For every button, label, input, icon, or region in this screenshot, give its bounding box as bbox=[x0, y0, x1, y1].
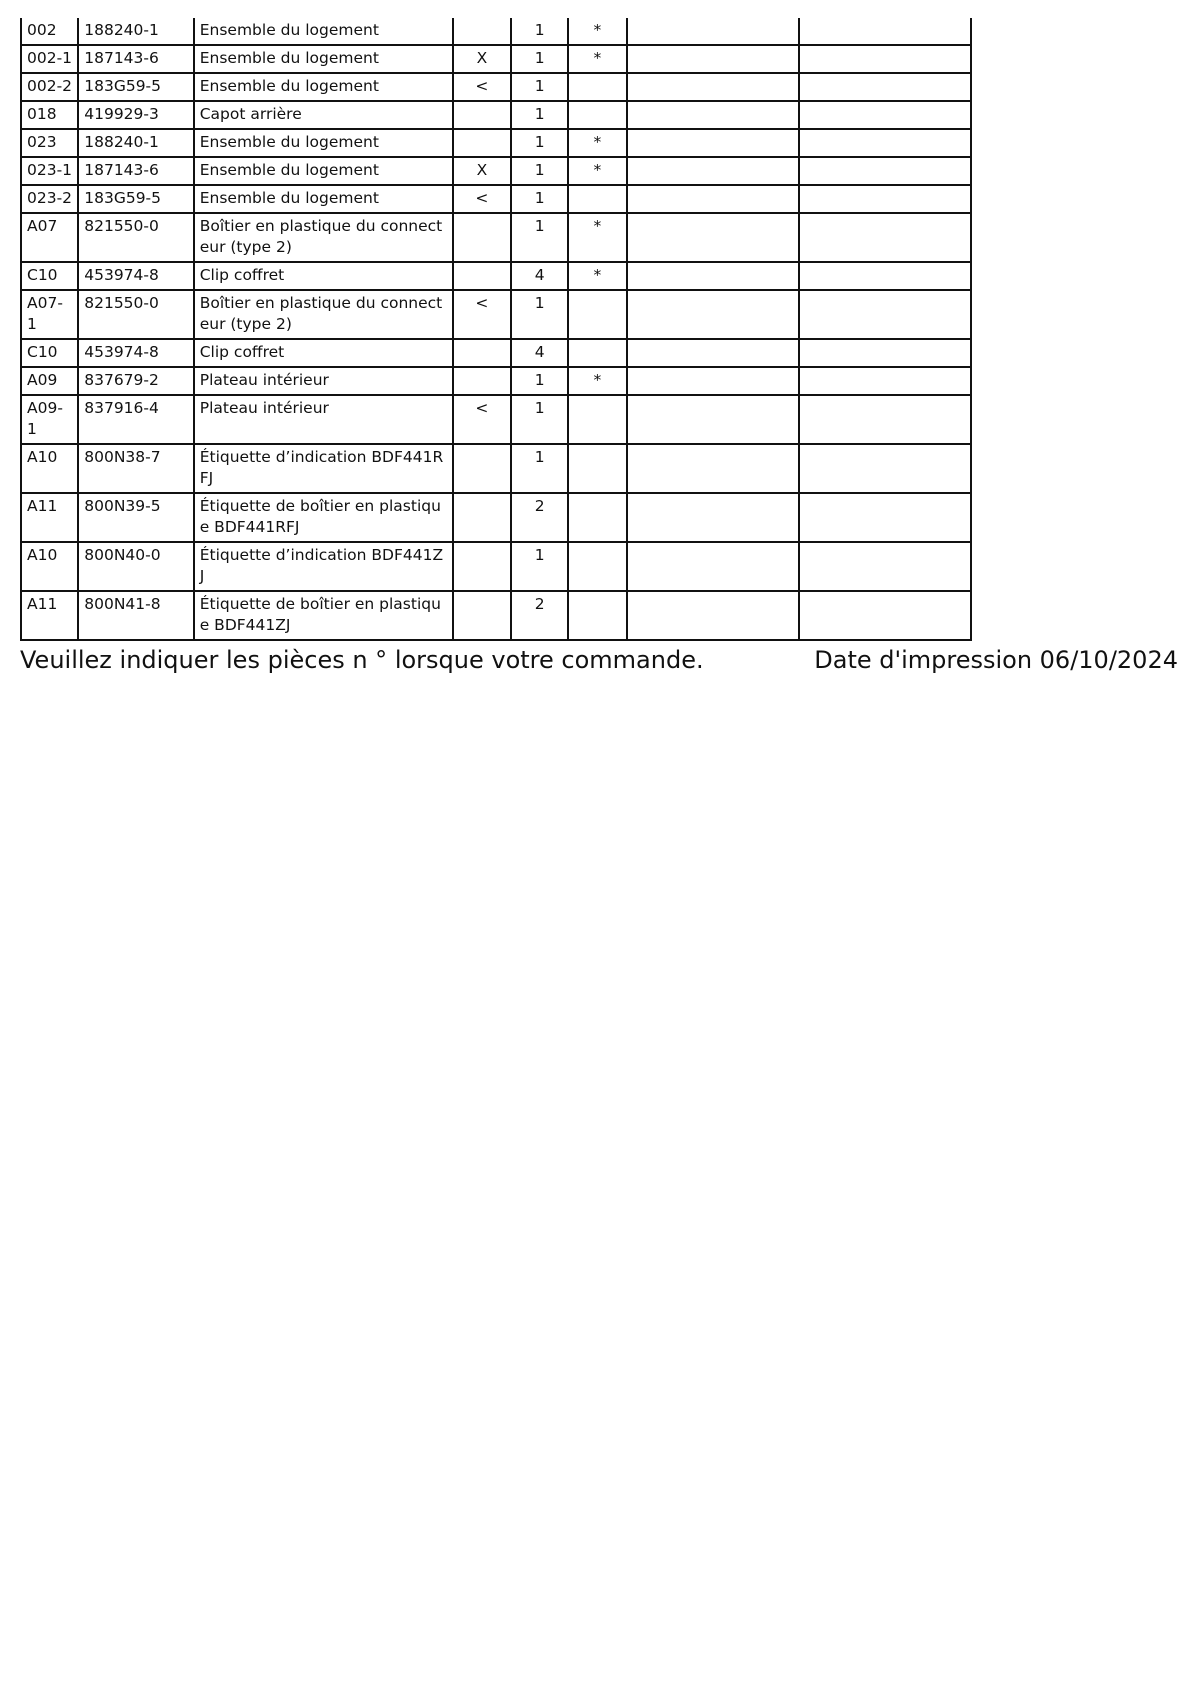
cell-description: Clip coffret bbox=[194, 262, 453, 290]
cell-empty-2 bbox=[799, 101, 971, 129]
cell-mark bbox=[453, 542, 511, 591]
cell-part-number: 453974-8 bbox=[78, 262, 193, 290]
cell-description: Boîtier en plastique du connecteur (type 2) bbox=[194, 213, 453, 262]
cell-item-number: 018 bbox=[21, 101, 78, 129]
cell-part-number: 187143-6 bbox=[78, 157, 193, 185]
cell-empty-1 bbox=[627, 444, 800, 493]
cell-description: Clip coffret bbox=[194, 339, 453, 367]
table-row bbox=[21, 591, 971, 640]
cell-empty-1 bbox=[627, 129, 800, 157]
print-date: Date d'impression 06/10/2024 bbox=[814, 646, 1178, 674]
cell-empty-2 bbox=[799, 290, 971, 339]
table-row bbox=[21, 290, 971, 339]
cell-star-mark bbox=[568, 290, 626, 339]
cell-part-number: 188240-1 bbox=[78, 129, 193, 157]
cell-star-mark: * bbox=[568, 367, 626, 395]
cell-mark: < bbox=[453, 290, 511, 339]
cell-description: Ensemble du logement bbox=[194, 18, 453, 45]
table-row bbox=[21, 73, 971, 101]
cell-item-number: 002 bbox=[21, 18, 78, 45]
cell-description: Ensemble du logement bbox=[194, 73, 453, 101]
cell-empty-1 bbox=[627, 185, 800, 213]
cell-description: Étiquette de boîtier en plastique BDF441ZJ bbox=[194, 591, 453, 640]
cell-empty-2 bbox=[799, 262, 971, 290]
cell-mark bbox=[453, 591, 511, 640]
cell-empty-1 bbox=[627, 101, 800, 129]
cell-empty-2 bbox=[799, 45, 971, 73]
cell-mark bbox=[453, 213, 511, 262]
cell-mark: X bbox=[453, 157, 511, 185]
cell-mark: < bbox=[453, 73, 511, 101]
cell-item-number: A11 bbox=[21, 591, 78, 640]
cell-quantity: 1 bbox=[511, 185, 568, 213]
cell-mark bbox=[453, 444, 511, 493]
cell-star-mark bbox=[568, 591, 626, 640]
cell-star-mark: * bbox=[568, 157, 626, 185]
cell-empty-1 bbox=[627, 367, 800, 395]
table-row bbox=[21, 542, 971, 591]
cell-empty-1 bbox=[627, 73, 800, 101]
cell-quantity: 1 bbox=[511, 290, 568, 339]
cell-part-number: 837679-2 bbox=[78, 367, 193, 395]
cell-empty-1 bbox=[627, 290, 800, 339]
cell-item-number: A09-1 bbox=[21, 395, 78, 444]
cell-part-number: 837916-4 bbox=[78, 395, 193, 444]
cell-quantity: 1 bbox=[511, 45, 568, 73]
cell-quantity: 1 bbox=[511, 157, 568, 185]
cell-item-number: 002-1 bbox=[21, 45, 78, 73]
cell-empty-2 bbox=[799, 542, 971, 591]
cell-star-mark: * bbox=[568, 213, 626, 262]
cell-description: Étiquette de boîtier en plastique BDF441RFJ bbox=[194, 493, 453, 542]
cell-empty-2 bbox=[799, 18, 971, 45]
cell-empty-1 bbox=[627, 45, 800, 73]
cell-description: Plateau intérieur bbox=[194, 367, 453, 395]
cell-quantity: 1 bbox=[511, 73, 568, 101]
cell-description: Ensemble du logement bbox=[194, 157, 453, 185]
cell-empty-2 bbox=[799, 185, 971, 213]
cell-quantity: 1 bbox=[511, 129, 568, 157]
cell-quantity: 1 bbox=[511, 367, 568, 395]
cell-empty-1 bbox=[627, 395, 800, 444]
cell-quantity: 1 bbox=[511, 18, 568, 45]
cell-item-number: A09 bbox=[21, 367, 78, 395]
cell-star-mark: * bbox=[568, 129, 626, 157]
cell-description: Ensemble du logement bbox=[194, 129, 453, 157]
cell-item-number: A10 bbox=[21, 542, 78, 591]
cell-item-number: A07-1 bbox=[21, 290, 78, 339]
cell-empty-1 bbox=[627, 339, 800, 367]
cell-description: Capot arrière bbox=[194, 101, 453, 129]
cell-quantity: 1 bbox=[511, 542, 568, 591]
cell-mark bbox=[453, 18, 511, 45]
cell-quantity: 1 bbox=[511, 213, 568, 262]
cell-empty-2 bbox=[799, 444, 971, 493]
table-row bbox=[21, 101, 971, 129]
cell-mark: X bbox=[453, 45, 511, 73]
cell-part-number: 800N39-5 bbox=[78, 493, 193, 542]
cell-empty-2 bbox=[799, 591, 971, 640]
cell-item-number: C10 bbox=[21, 339, 78, 367]
cell-item-number: 023-1 bbox=[21, 157, 78, 185]
parts-table-body bbox=[21, 18, 971, 640]
cell-item-number: C10 bbox=[21, 262, 78, 290]
cell-empty-1 bbox=[627, 493, 800, 542]
cell-part-number: 187143-6 bbox=[78, 45, 193, 73]
cell-empty-2 bbox=[799, 395, 971, 444]
cell-empty-2 bbox=[799, 367, 971, 395]
cell-empty-2 bbox=[799, 493, 971, 542]
parts-table bbox=[20, 18, 972, 641]
cell-part-number: 800N38-7 bbox=[78, 444, 193, 493]
cell-star-mark bbox=[568, 444, 626, 493]
cell-empty-1 bbox=[627, 213, 800, 262]
cell-star-mark bbox=[568, 493, 626, 542]
cell-mark bbox=[453, 493, 511, 542]
cell-item-number: 002-2 bbox=[21, 73, 78, 101]
cell-mark: < bbox=[453, 185, 511, 213]
cell-item-number: A10 bbox=[21, 444, 78, 493]
cell-empty-1 bbox=[627, 591, 800, 640]
cell-quantity: 4 bbox=[511, 339, 568, 367]
cell-part-number: 453974-8 bbox=[78, 339, 193, 367]
cell-quantity: 2 bbox=[511, 591, 568, 640]
cell-item-number: A07 bbox=[21, 213, 78, 262]
cell-empty-2 bbox=[799, 129, 971, 157]
order-instruction-note: Veuillez indiquer les pièces n ° lorsque votre commande. bbox=[20, 646, 704, 674]
cell-star-mark bbox=[568, 185, 626, 213]
cell-quantity: 1 bbox=[511, 101, 568, 129]
table-row bbox=[21, 367, 971, 395]
table-row bbox=[21, 493, 971, 542]
cell-part-number: 821550-0 bbox=[78, 290, 193, 339]
cell-quantity: 1 bbox=[511, 395, 568, 444]
cell-empty-1 bbox=[627, 157, 800, 185]
cell-star-mark: * bbox=[568, 45, 626, 73]
table-row bbox=[21, 45, 971, 73]
table-row bbox=[21, 157, 971, 185]
cell-star-mark bbox=[568, 339, 626, 367]
cell-empty-2 bbox=[799, 73, 971, 101]
cell-quantity: 1 bbox=[511, 444, 568, 493]
cell-empty-2 bbox=[799, 339, 971, 367]
cell-star-mark bbox=[568, 542, 626, 591]
cell-description: Boîtier en plastique du connecteur (type 2) bbox=[194, 290, 453, 339]
cell-quantity: 4 bbox=[511, 262, 568, 290]
cell-empty-1 bbox=[627, 18, 800, 45]
cell-quantity: 2 bbox=[511, 493, 568, 542]
cell-item-number: 023-2 bbox=[21, 185, 78, 213]
cell-mark bbox=[453, 367, 511, 395]
cell-description: Ensemble du logement bbox=[194, 185, 453, 213]
cell-star-mark bbox=[568, 73, 626, 101]
cell-description: Plateau intérieur bbox=[194, 395, 453, 444]
cell-empty-2 bbox=[799, 213, 971, 262]
cell-star-mark: * bbox=[568, 18, 626, 45]
cell-part-number: 183G59-5 bbox=[78, 185, 193, 213]
cell-description: Étiquette d’indication BDF441RFJ bbox=[194, 444, 453, 493]
cell-part-number: 419929-3 bbox=[78, 101, 193, 129]
cell-mark: < bbox=[453, 395, 511, 444]
cell-mark bbox=[453, 129, 511, 157]
cell-description: Ensemble du logement bbox=[194, 45, 453, 73]
table-row bbox=[21, 18, 971, 45]
table-row bbox=[21, 213, 971, 262]
table-row bbox=[21, 185, 971, 213]
cell-part-number: 800N41-8 bbox=[78, 591, 193, 640]
table-row bbox=[21, 129, 971, 157]
table-row bbox=[21, 444, 971, 493]
cell-part-number: 183G59-5 bbox=[78, 73, 193, 101]
cell-item-number: 023 bbox=[21, 129, 78, 157]
cell-star-mark bbox=[568, 101, 626, 129]
table-row bbox=[21, 395, 971, 444]
cell-star-mark: * bbox=[568, 262, 626, 290]
cell-description: Étiquette d’indication BDF441ZJ bbox=[194, 542, 453, 591]
cell-mark bbox=[453, 339, 511, 367]
cell-empty-1 bbox=[627, 542, 800, 591]
table-row bbox=[21, 262, 971, 290]
cell-part-number: 800N40-0 bbox=[78, 542, 193, 591]
cell-mark bbox=[453, 262, 511, 290]
cell-part-number: 188240-1 bbox=[78, 18, 193, 45]
cell-empty-1 bbox=[627, 262, 800, 290]
cell-mark bbox=[453, 101, 511, 129]
cell-empty-2 bbox=[799, 157, 971, 185]
cell-part-number: 821550-0 bbox=[78, 213, 193, 262]
table-row bbox=[21, 339, 971, 367]
cell-star-mark bbox=[568, 395, 626, 444]
cell-item-number: A11 bbox=[21, 493, 78, 542]
